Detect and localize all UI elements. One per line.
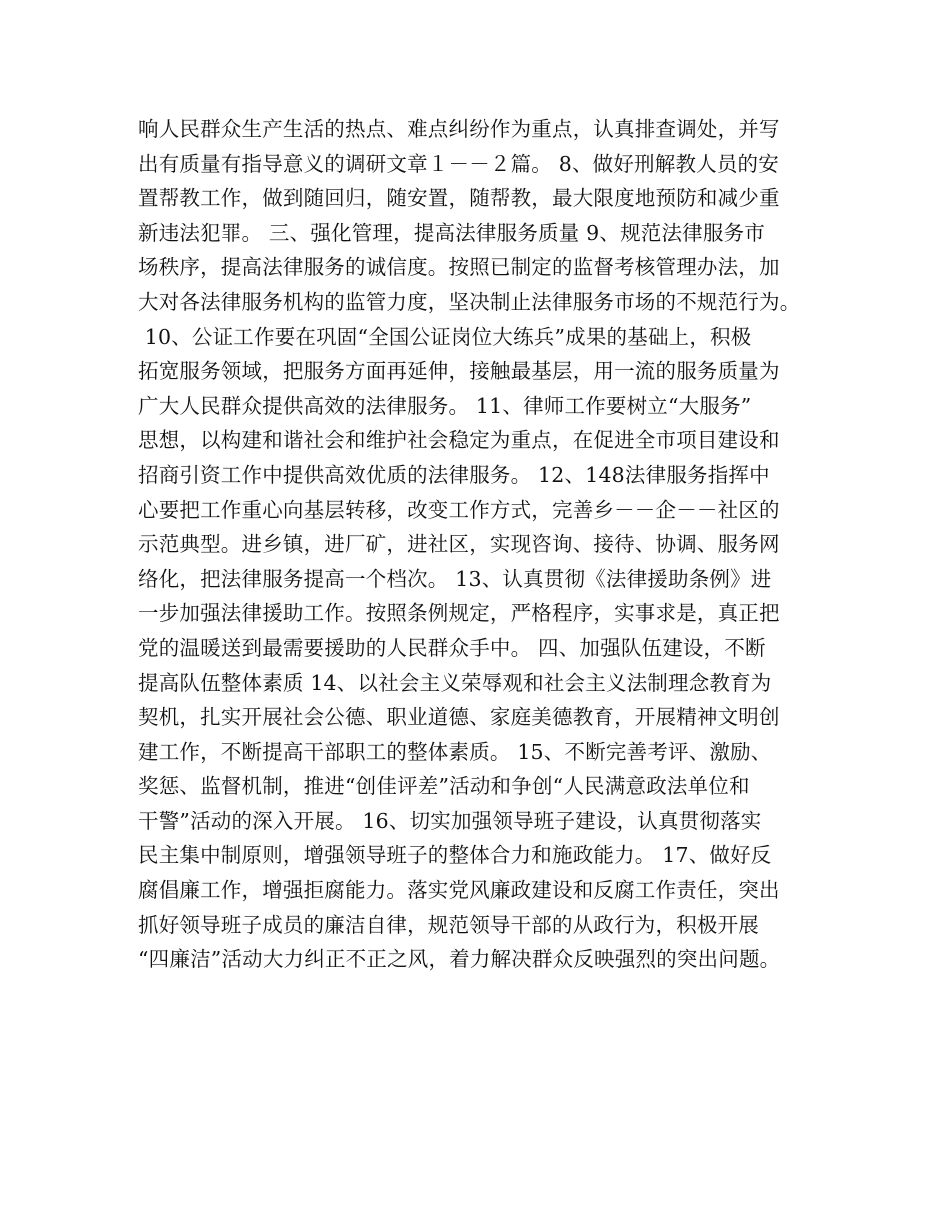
text-line: 场秩序，提高法律服务的诚信度。按照已制定的监督考核管理办法，加 xyxy=(138,255,780,280)
text-line: 奖惩、监督机制，推进“创佳评差”活动和争创“人民满意政法单位和 xyxy=(138,774,750,799)
text-line: 民主集中制原则，增强领导班子的整体合力和施政能力。 17、做好反 xyxy=(138,843,772,868)
text-line: 腐倡廉工作，增强拒腐能力。落实党风廉政建设和反腐工作责任，突出 xyxy=(138,878,780,903)
text-line: 置帮教工作，做到随回归，随安置，随帮教，最大限度地预防和减少重 xyxy=(138,186,780,211)
text-line: 示范典型。进乡镇，进厂矿，进社区，实现咨询、接待、协调、服务网 xyxy=(138,532,780,557)
text-line: 党的温暖送到最需要援助的人民群众手中。 四、加强队伍建设，不断 xyxy=(138,635,766,660)
text-line: 10、公证工作要在巩固“全国公证岗位大练兵”成果的基础上，积极 xyxy=(138,324,752,349)
text-line: 契机，扎实开展社会公德、职业道德、家庭美德教育，开展精神文明创 xyxy=(138,705,780,730)
text-line: 新违法犯罪。 三、强化管理，提高法律服务质量 9、规范法律服务市 xyxy=(138,220,765,245)
text-line: “四廉洁”活动大力纠正不正之风，着力解决群众反映强烈的突出问题。 xyxy=(138,947,781,972)
text-line: 一步加强法律援助工作。按照条例规定，严格程序，实事求是，真正把 xyxy=(138,601,780,626)
text-line: 干警”活动的深入开展。 16、切实加强领导班子建设，认真贯彻落实 xyxy=(138,808,762,833)
text-line: 心要把工作重心向基层转移，改变工作方式，完善乡－－企－－社区的 xyxy=(138,497,780,522)
text-line: 拓宽服务领域，把服务方面再延伸，接触最基层，用一流的服务质量为 xyxy=(138,359,780,384)
text-line: 响人民群众生产生活的热点、难点纠纷作为重点，认真排查调处，并写 xyxy=(138,117,780,141)
text-line: 招商引资工作中提供高效优质的法律服务。 12、148法律服务指挥中 xyxy=(138,462,770,487)
body-text xyxy=(138,112,838,977)
text-line: 思想，以构建和谐社会和维护社会稳定为重点，在促进全市项目建设和 xyxy=(138,428,780,453)
text-line: 大对各法律服务机构的监管力度，坚决制止法律服务市场的不规范行为。 xyxy=(138,289,801,314)
text-line: 广大人民群众提供高效的法律服务。 11、律师工作要树立“大服务” xyxy=(138,393,752,418)
text-line: 建工作，不断提高干部职工的整体素质。 15、不断完善考评、激励、 xyxy=(138,739,772,764)
text-line: 提高队伍整体素质 14、以社会主义荣辱观和社会主义法制理念教育为 xyxy=(138,670,772,695)
text-line: 络化，把法律服务提高一个档次。 13、认真贯彻《法律援助条例》进 xyxy=(138,566,772,591)
text-line: 抓好领导班子成员的廉洁自律，规范领导干部的从政行为，积极开展 xyxy=(138,912,759,937)
text-line: 出有质量有指导意义的调研文章１－－２篇。 8、做好刑解教人员的安 xyxy=(138,151,779,176)
